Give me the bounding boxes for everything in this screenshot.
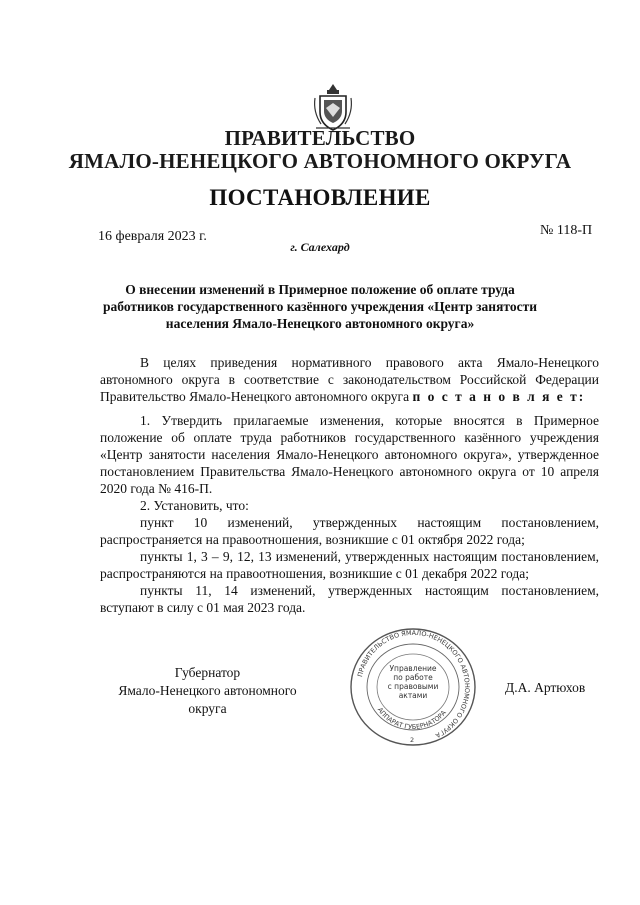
- item-2c-paragraph: пункты 11, 14 изменений, утвержденных настоящим постановлением, вступают в силу с 01 мая 2023 года.: [100, 583, 599, 615]
- stamp-center-text: [377, 664, 449, 700]
- signatory-region: Ямало-Ненецкого автономного округа: [118, 683, 297, 716]
- item-2b-paragraph: пункты 1, 3 – 9, 12, 13 изменений, утвержденных настоящим постановлением, распространяются на правоотношения, возникшие с 01 декабря 2022 года;: [100, 549, 599, 581]
- stamp-line-4: актами: [398, 691, 428, 700]
- document-subject: О внесении изменений в Примерное положение об оплате труда работников государственного казённого учреждения «Центр занятости населения Ямало-Ненецкого автономного округа»: [103, 282, 537, 331]
- document-city: г. Салехард: [290, 240, 350, 254]
- signatory-role: [100, 664, 315, 718]
- stamp-number: 2: [410, 736, 415, 744]
- stamp-line-1: Управление: [389, 664, 437, 673]
- document-body: [100, 354, 599, 616]
- government-title: ПРАВИТЕЛЬСТВО: [224, 126, 416, 150]
- stamp-line-3: с правовыми: [387, 682, 439, 691]
- document-type-heading: ПОСТАНОВЛЕНИЕ: [209, 185, 431, 210]
- preamble-paragraph: [100, 354, 599, 405]
- stamp-ring-path: ПРАВИТЕЛЬСТВО ЯМАЛО-НЕНЕЦКОГО АВТОНОМНОГО ОКРУГА: [356, 628, 472, 740]
- stamp-line-2: по работе: [393, 673, 433, 682]
- item-1-paragraph: 1. Утвердить прилагаемые изменения, которые вносятся в Примерное положение об оплате труда работников государственного казённого учреждения «Центр занятости населения Ямало-Ненецкого автономного округа», утвержденное постановлением Правительства Ямало-Ненецкого автономного округа от 10 апреля 2020 года № 416-П.: [100, 413, 599, 496]
- stamp-inner-ring-path: АППАРАТ ГУБЕРНАТОРА: [375, 706, 448, 732]
- item-2-paragraph: 2. Установить, что:: [140, 498, 249, 513]
- document-date: 16 февраля 2023 г.: [98, 229, 207, 244]
- document-number: № 118-П: [540, 223, 593, 238]
- signatory-name: Д.А. Артюхов: [505, 680, 586, 695]
- preamble-text: В целях приведения нормативного правового акта Ямало-Ненецкого автономного округа в соответствие с законодательством Российской Федерации Правительство Ямало-Ненецкого автономного округа: [100, 355, 599, 404]
- coat-of-arms-icon: [312, 82, 354, 132]
- region-title: ЯМАЛО-НЕНЕЦКОГО АВТОНОМНОГО ОКРУГА: [68, 149, 572, 173]
- signatory-title: Губернатор: [174, 665, 241, 680]
- item-2a-paragraph: пункт 10 изменений, утвержденных настоящим постановлением, распространяется на правоотношения, возникшие с 01 октября 2022 года;: [100, 515, 599, 547]
- decree-verb: п о с т а н о в л я е т:: [412, 389, 586, 404]
